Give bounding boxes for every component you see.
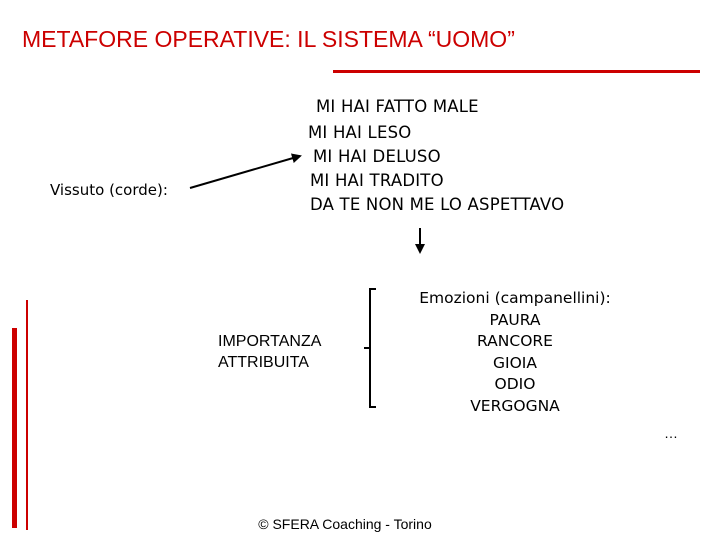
emotions-heading: Emozioni (campanellini):: [419, 289, 611, 307]
emotion-item: GIOIA: [493, 353, 537, 372]
arrow-icon: [190, 156, 300, 188]
ellipsis-mark: …: [664, 425, 678, 441]
hurt-phrase: DA TE NON ME LO ASPETTAVO: [310, 195, 565, 214]
emotion-item: RANCORE: [477, 332, 553, 350]
footer-copyright: © SFERA Coaching - Torino: [258, 516, 432, 532]
emotion-item: VERGOGNA: [470, 396, 560, 415]
slide-title: METAFORE OPERATIVE: IL SISTEMA “UOMO”: [22, 26, 515, 52]
importanza-line: IMPORTANZA: [218, 333, 322, 350]
hurt-phrase: MI HAI DELUSO: [313, 147, 441, 166]
bracket-icon: [370, 289, 376, 407]
emotion-item: ODIO: [494, 375, 536, 393]
hurt-phrase: MI HAI LESO: [308, 123, 412, 142]
hurt-phrase: MI HAI FATTO MALE: [316, 97, 479, 116]
importanza-line: ATTRIBUITA: [218, 354, 309, 371]
vissuto-label: Vissuto (corde):: [50, 181, 168, 199]
hurt-phrase: MI HAI TRADITO: [310, 171, 444, 190]
emotion-item: PAURA: [489, 310, 541, 329]
